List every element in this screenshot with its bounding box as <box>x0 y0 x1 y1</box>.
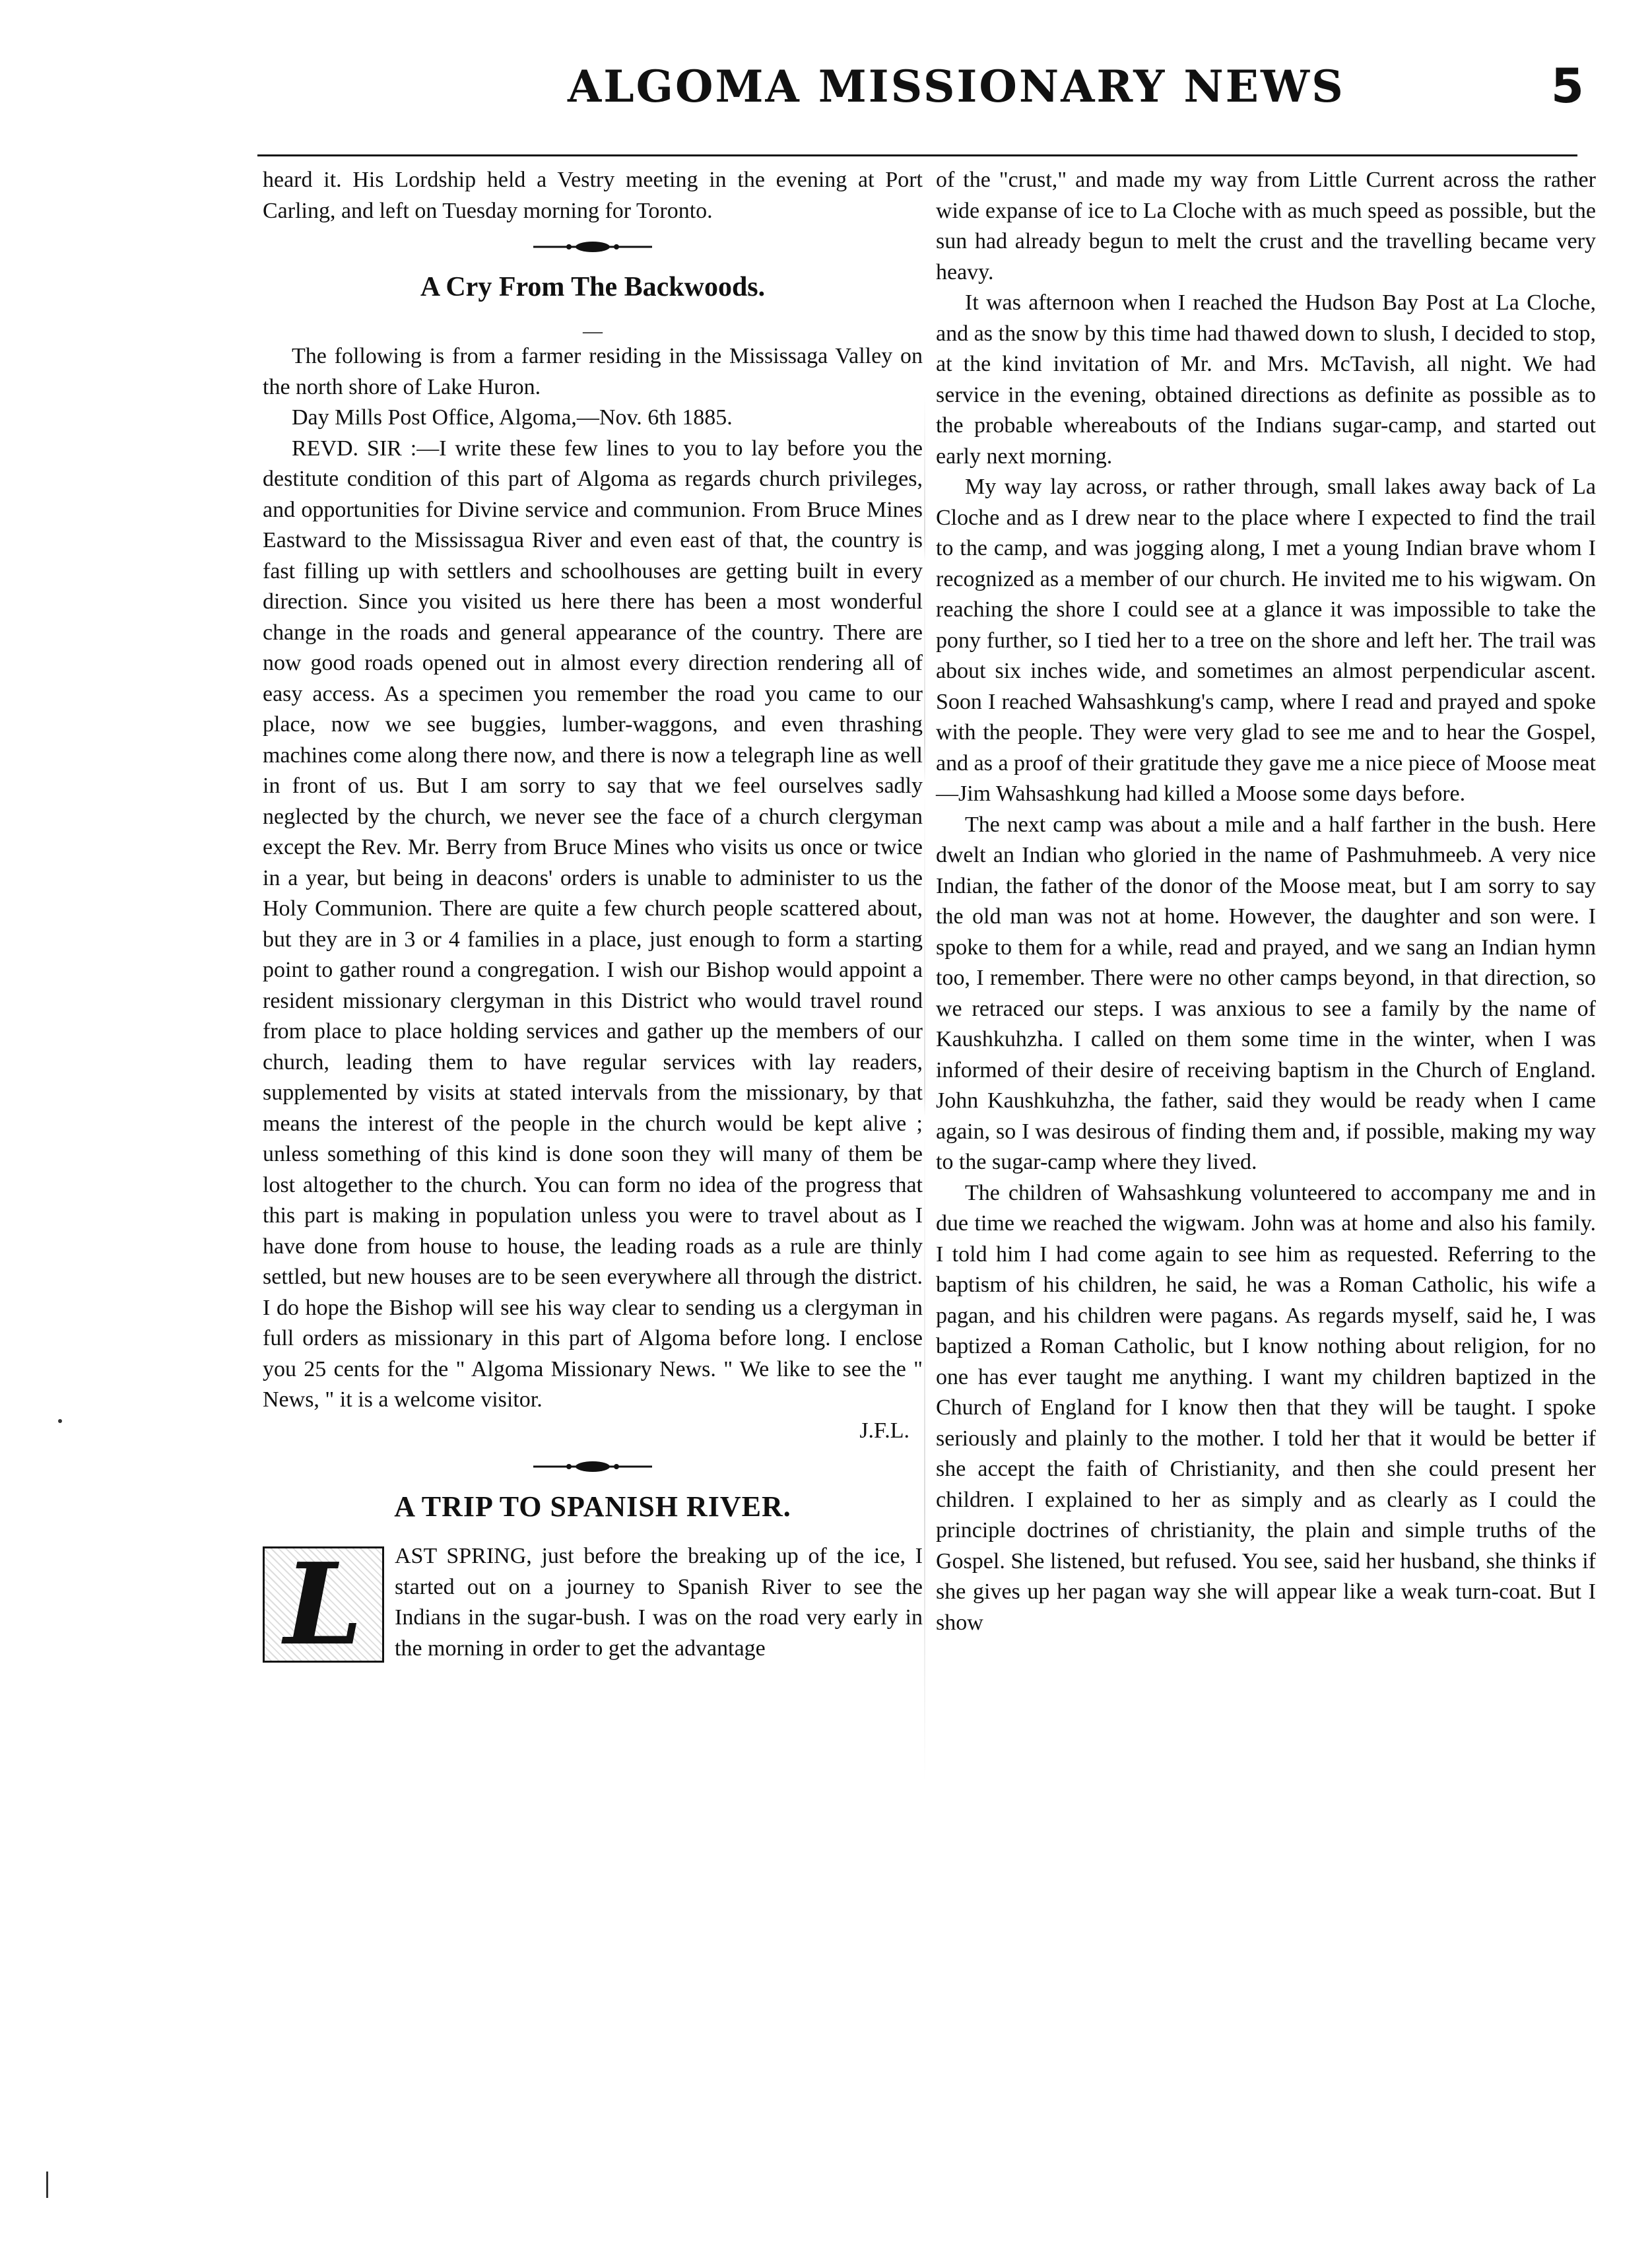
article2-opening <box>263 1539 923 1671</box>
left-column <box>263 165 923 1671</box>
article-signature: J.F.L. <box>859 1418 909 1443</box>
publication-title: ALGOMA MISSIONARY NEWS <box>568 61 1345 112</box>
right-column <box>936 165 1596 1638</box>
page-number: 5 <box>1550 58 1584 114</box>
article-intro: The following is from a farmer residing in the Mississaga Valley on the north shore of Lake Huron. <box>263 344 923 399</box>
article-title-trip-spanish-river: A TRIP TO SPANISH RIVER. <box>394 1490 791 1523</box>
right-paragraph: It was afternoon when I reached the Hudson Bay Post at La Cloche, and as the snow by this time had thawed down to slush, I decided to stop, at the kind invitation of Mr. and Mrs. McTavish, all night. We had service in the evening, obtained directions as definite as possible as to the probable whereabouts of the Indians sugar-camp, and started out early next morning. <box>936 290 1596 469</box>
article-title-cry-from-backwoods: A Cry From The Backwoods. <box>420 272 766 302</box>
ornament-divider-icon <box>527 240 659 254</box>
ornament-divider-icon <box>527 1459 659 1474</box>
masthead <box>264 58 1584 153</box>
column-separator <box>924 396 925 1782</box>
right-paragraph: of the "crust," and made my way from Little Current across the rather wide expanse of ice to La Cloche with as much speed as possible, but the sun had already begun to melt the crust and the travelling became very heavy. <box>936 168 1596 284</box>
right-paragraph: The children of Wahsashkung volunteered to accompany me and in due time we reached the wigwam. John was at home and also his family. I told him I had come again to see him as requested. Referring to the baptism of his children, he said, he was a Roman Catholic, his wife a pagan, and his children were pagans. As regards myself, said he, I was baptized a Roman Catholic, but I know nothing about religion, for no one has ever taught me anything. I want my children baptized in the Church of England for I know then that they will be taught. I spoke seriously and plainly to the mother. I told her that it would be better if she accept the faith of Christianity, and then she could present her children. I explained to her as simply and as clearly as I could the principle doctrines of christianity, the plain and simple truths of the Gospel. She listened, but refused. You see, said her husband, she thinks if she gives up her pagan way she will appear like a weak turn-coat. But I show <box>936 1180 1596 1635</box>
continuation-paragraph: heard it. His Lordship held a Vestry meeting in the evening at Port Carling, and left on Tuesday morning for Toronto. <box>263 168 923 223</box>
title-dash: — <box>583 320 603 342</box>
article2-opening-text: AST SPRING, just before the breaking up of the ice, I started out on a journey to Spanish River to see the Indians in the sugar-bush. I was on the road very early in the morning in order to get the advantage <box>395 1544 923 1661</box>
header-rule <box>257 154 1577 156</box>
right-paragraph: My way lay across, or rather through, small lakes away back of La Cloche and as I drew near to the place where I expected to find the trail to the camp, and was jogging along, I met a young Indian brave whom I recognized as a member of our church. He invited me to his wigwam. On reaching the shore I could see at a glance it was impossible to take the pony further, so I tied her to a tree on the shore and left her. The trail was about six inches wide, and sometimes an almost perpendicular ascent. Soon I reached Wahsashkung's camp, where I read and prayed and spoke with the people. They were very glad to see me and to hear the Gospel, and as a proof of their gratitude they gave me a nice piece of Moose meat —Jim Wahsashkung had killed a Moose some days before. <box>936 475 1596 806</box>
print-speck <box>46 2172 48 2198</box>
article-body: REVD. SIR :—I write these few lines to you to lay before you the destitute condition of this part of Algoma as regards church privileges, and opportunities for Divine service and communion. From Bruce Mines Eastward to the Mississagua River and even east of that, the country is fast filling up with settlers and schoolhouses are getting built in every direction. Since you visited us here there has been a most wonderful change in the roads and general appearance of the country. There are now good roads opened out in almost every direction rendering all of easy access. As a specimen you remember the road you came to our place, now we see buggies, lumber-waggons, and even thrashing machines come along there now, and there is now a telegraph line as well in front of us. But I am sorry to say that we feel ourselves sadly neglected by the church, we never see the face of a church clergyman except the Rev. Mr. Berry from Bruce Mines who visits us once or twice in a year, but being in deacons' orders is unable to administer to us the Holy Communion. There are quite a few church people scattered about, but they are in 3 or 4 families in a place, just enough to form a starting point to gather round a congregation. I wish our Bishop would appoint a resident missionary clergyman in this District who would travel round from place to place holding services and gather up the members of our church, leading them to have regular services with lay readers, supplemented by visits at stated intervals from the missionary, by that means the interest of the people in the church would be kept alive ; unless something of this kind is done soon they will many of them be lost altogether to the church. You can form no idea of the progress that this part is making in population unless you were to travel about as I have done from house to house, the leading roads as a rule are thinly settled, but new houses are to be seen everywhere all through the district. I do hope the Bishop will see his way clear to sending us a clergyman in full orders as missionary in this part of Algoma before long. I enclose you 25 cents for the " Algoma Missionary News. " We like to see the " News, " it is a welcome visitor. <box>263 436 923 1412</box>
right-paragraph: The next camp was about a mile and a half farther in the bush. Here dwelt an Indian who gloried in the name of Pashmuhmeeb. A very nice Indian, the father of the donor of the Moose meat, but I am sorry to say the old man was not at home. However, the daughter and son were. I spoke to them for a while, read and prayed, and we sang an Indian hymn too, I remember. There were no other camps beyond, in that direction, so we retraced our steps. I was anxious to see a family by the name of Kaushkuhzha. I called on them some time in the winter, when I was informed of their desire of receiving baptism in the Church of England. John Kaushkuhzha, the father, said they would be ready when I came again, so I was desirous of finding them and, if possible, making my way to the sugar-camp where they lived. <box>936 812 1596 1174</box>
dropcap-letter: L <box>263 1546 384 1663</box>
print-speck <box>58 1419 62 1423</box>
article-dateline: Day Mills Post Office, Algoma,—Nov. 6th 1885. <box>292 405 733 430</box>
